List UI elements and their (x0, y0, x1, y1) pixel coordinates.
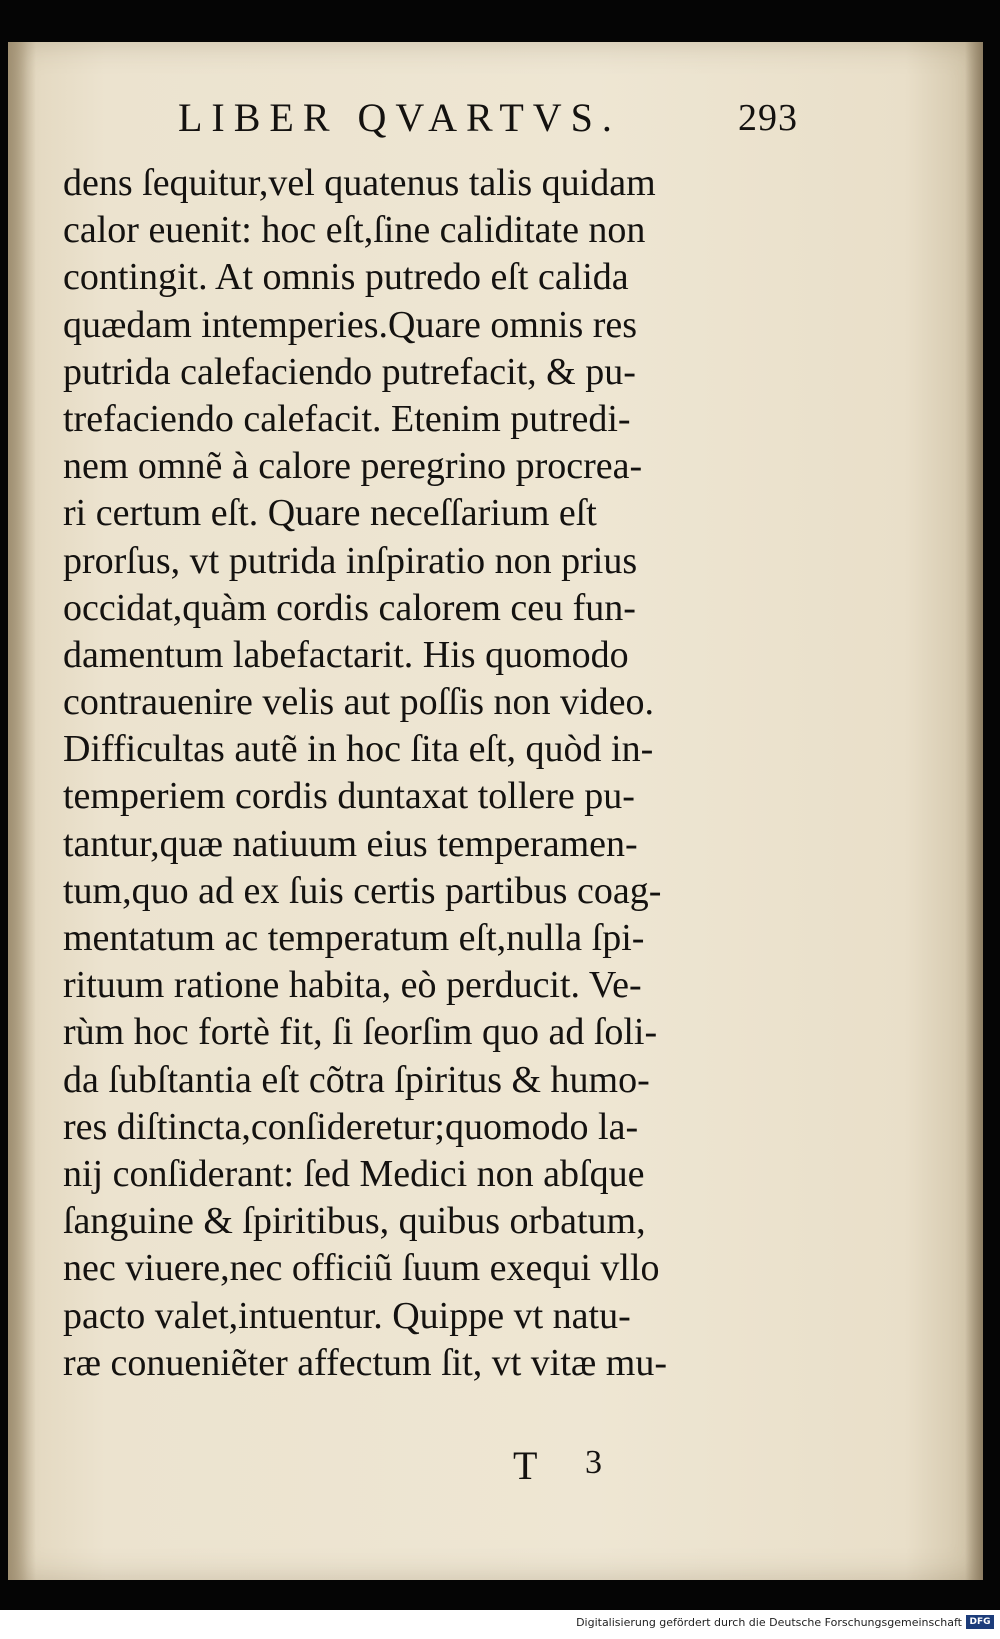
book-page (8, 42, 983, 1580)
text-line: trefaciendo calefacit. Etenim putredi- (63, 397, 631, 440)
running-title: LIBER QVARTVS. (178, 95, 621, 140)
text-line: nij conſiderant: ſed Medici non abſque (63, 1152, 645, 1195)
text-line: ſanguine & ſpiritibus, quibus orbatum, (63, 1200, 646, 1243)
text-line: damentum labefactarit. His quomodo (63, 633, 629, 676)
text-line: res diſtincta,conſideretur;quomodo la- (63, 1105, 639, 1148)
text-line: contingit. At omnis putredo eſt calida (63, 256, 629, 299)
text-line: ræ conueniẽter affectum ſit, vt vitæ mu- (63, 1341, 667, 1384)
text-line: occidat,quàm cordis calorem ceu fun- (63, 586, 636, 629)
text-line: pacto valet,intuentur. Quippe vt natu- (63, 1294, 631, 1337)
text-line: rituum ratione habita, eò perducit. Ve- (63, 964, 642, 1007)
footer-bar (0, 1610, 1000, 1639)
text-line: putrida calefaciendo putrefacit, & pu- (63, 350, 636, 393)
text-line: prorſus, vt putrida inſpiratio non prius (63, 539, 638, 582)
signature-letter: T (513, 1443, 538, 1488)
text-line: dens ſequitur,vel quatenus talis quidam (63, 162, 656, 204)
text-line: mentatum ac temperatum eſt,nulla ſpi- (63, 917, 645, 959)
text-line: nec viuere,nec officiũ ſuum exequi vllo (63, 1247, 660, 1290)
text-line: nem omnẽ à calore peregrino procrea- (63, 445, 643, 488)
text-line: ri certum eſt. Quare neceſſarium eſt (63, 492, 597, 535)
text-line: tantur,quæ natiuum eius temperamen- (63, 822, 638, 865)
text-line: da ſubſtantia eſt cõtra ſpiritus & humo- (63, 1058, 650, 1101)
signature-mark (513, 1442, 633, 1492)
text-line: tum,quo ad ex ſuis certis partibus coag- (63, 869, 662, 912)
text-line: calor euenit: hoc eſt,ſine caliditate non (63, 209, 646, 252)
dfg-logo-icon: DFG (966, 1615, 994, 1629)
text-line: quædam intemperies.Quare omnis res (63, 303, 638, 346)
text-line: Difficultas autẽ in hoc ſita eſt, quòd in- (63, 728, 654, 771)
funding-credit: Digitalisierung gefördert durch die Deutsche Forschungsgemeinschaft (576, 1616, 962, 1629)
signature-number: 3 (585, 1444, 602, 1481)
text-line: rùm hoc fortè fit, ſi ſeorſim quo ad ſoli- (63, 1011, 658, 1054)
body-text (63, 160, 783, 1387)
text-line: contrauenire velis aut poſſis non video. (63, 681, 654, 724)
text-line: temperiem cordis duntaxat tollere pu- (63, 775, 635, 818)
page-number: 293 (738, 97, 798, 139)
page-header (178, 94, 798, 154)
